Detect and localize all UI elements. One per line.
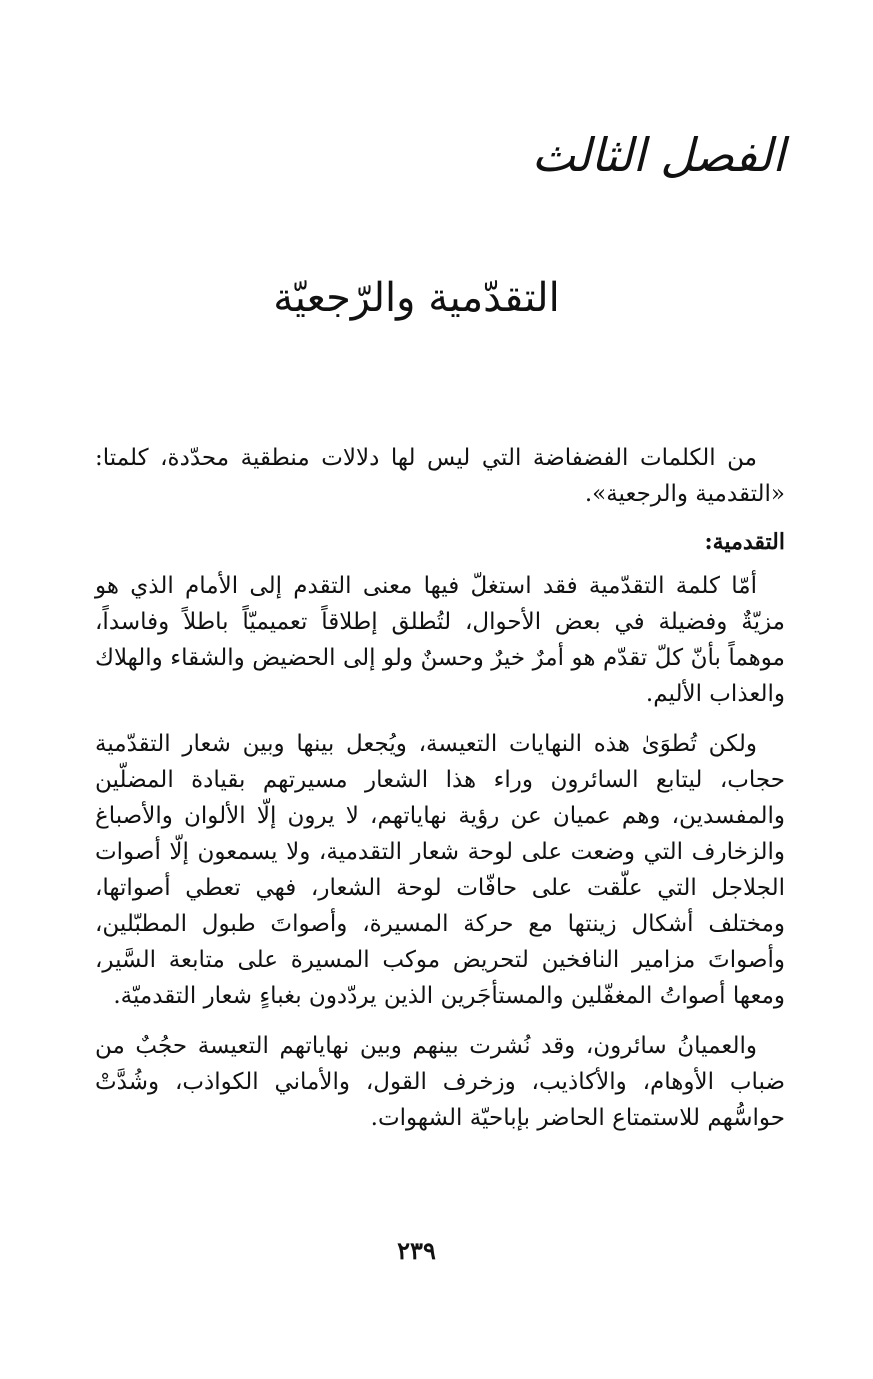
intro-paragraph: من الكلمات الفضفاضة التي ليس لها دلالات منطقية محدّدة، كلمتا: «التقدمية والرجعية». xyxy=(95,445,785,507)
body-text xyxy=(95,440,785,1150)
paragraph-3: والعميانُ سائرون، وقد نُشرت بينهم وبين نهاياتهم التعيسة حجُبٌ من ضباب الأوهام، والأكاذيب، وزخرف القول، والأماني الكواذب، وشُدَّتْ حواسُّهم للاستمتاع الحاضر بإباحيّة الشهوات. xyxy=(95,1033,785,1131)
page-number: ٢٣٩ xyxy=(397,1236,436,1265)
chapter-label: الفصل الثالث xyxy=(531,128,785,182)
paragraph-1: أمّا كلمة التقدّمية فقد استغلّ فيها معنى التقدم إلى الأمام الذي هو مزيّةٌ وفضيلة في بعض الأحوال، لتُطلق إطلاقاً تعميميّاً باطلاً وفاسداً، موهماً بأنّ كلّ تقدّم هو أمرٌ خيرٌ وحسنٌ ولو إلى الحضيض والشقاء والهلاك والعذاب الأليم. xyxy=(95,573,785,707)
chapter-title: التقدّمية والرّجعيّة xyxy=(273,275,560,321)
paragraph-2: ولكن تُطوَىٰ هذه النهايات التعيسة، ويُجعل بينها وبين شعار التقدّمية حجاب، ليتابع السائرون وراء هذا الشعار مسيرتهم بقيادة المضلّين والمفسدين، وهم عميان عن رؤية نهاياتهم، لا يرون إلّا الألوان والأصباغ والزخارف التي وضعت على لوحة شعار التقدمية، ولا يسمعون إلّا أصوات الجلاجل التي علّقت على حافّات لوحة الشعار، فهي تعطي أصواتها، ومختلف أشكال زينتها مع حركة المسيرة، وأصواتَ طبول المطبّلين، وأصواتَ مزامير النافخين لتحريض موكب المسيرة على متابعة السَّير، ومعها أصواتُ المغفّلين والمستأجَرين الذين يردّدون بغباءٍ شعار التقدميّة. xyxy=(95,731,785,1009)
section-heading: التقدمية: xyxy=(704,529,785,555)
